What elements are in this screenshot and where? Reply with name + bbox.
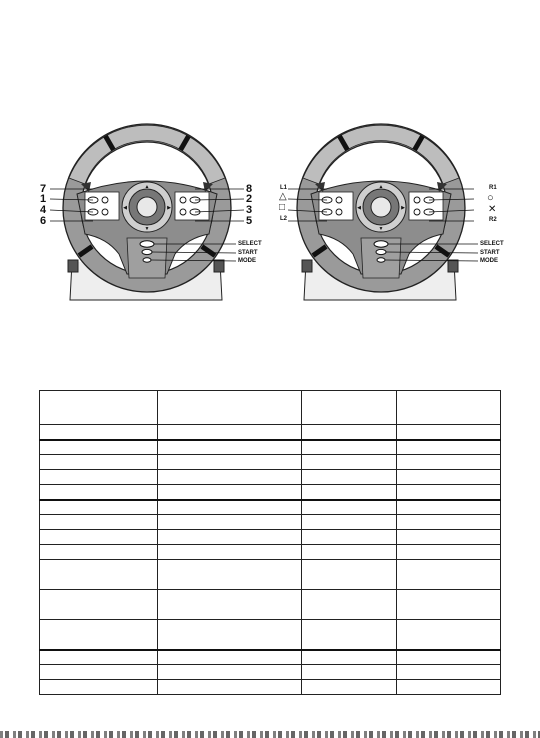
table-cell <box>40 680 158 695</box>
face-button <box>414 197 420 203</box>
table-cell <box>302 500 397 515</box>
start-button <box>142 249 152 254</box>
table-cell <box>302 455 397 470</box>
table-cell <box>302 545 397 560</box>
face-button <box>336 209 342 215</box>
table-cell <box>40 440 158 455</box>
table-cell <box>302 440 397 455</box>
table-row <box>40 560 501 590</box>
button-mapping-table <box>39 390 501 695</box>
table-cell <box>397 455 501 470</box>
table-cell <box>158 440 302 455</box>
table-cell <box>302 485 397 500</box>
table-cell <box>302 680 397 695</box>
dpad-left-icon: ◀ <box>357 205 361 211</box>
dpad-right-icon: ▶ <box>401 205 405 211</box>
table-cell <box>40 470 158 485</box>
face-button <box>102 209 108 215</box>
table-header-row <box>40 391 501 425</box>
table-row <box>40 680 501 695</box>
table-cell <box>397 560 501 590</box>
table-row <box>40 485 501 500</box>
select-button <box>374 241 388 247</box>
table-cell <box>40 560 158 590</box>
face-button <box>180 197 186 203</box>
label-mode: MODE <box>238 258 256 264</box>
table-cell <box>40 590 158 620</box>
table-row <box>40 500 501 515</box>
table-cell <box>302 560 397 590</box>
dpad-right-icon: ▶ <box>167 205 171 211</box>
mode-button <box>377 258 385 262</box>
table-cell <box>158 650 302 665</box>
circle-icon: ○ <box>487 192 494 204</box>
left-button-panel <box>319 192 353 220</box>
table-cell <box>397 485 501 500</box>
table-cell <box>397 425 501 440</box>
table-cell <box>40 455 158 470</box>
label-start: START <box>238 250 258 256</box>
table-row <box>40 425 501 440</box>
face-button <box>336 197 342 203</box>
table-cell <box>302 590 397 620</box>
face-button <box>180 209 186 215</box>
table-row <box>40 665 501 680</box>
header-cell <box>397 391 501 425</box>
label-3: 3 <box>246 204 253 216</box>
wheel-illustration <box>276 112 486 312</box>
table-cell <box>158 470 302 485</box>
cross-icon: ✕ <box>488 204 497 215</box>
label-8: 8 <box>246 183 253 195</box>
table-cell <box>158 560 302 590</box>
square-icon: □ <box>279 202 286 213</box>
wheel-diagram-console <box>276 112 504 312</box>
table-row <box>40 590 501 620</box>
table-cell <box>158 545 302 560</box>
table-cell <box>40 620 158 650</box>
dpad-center <box>137 197 157 217</box>
table-cell <box>302 665 397 680</box>
header-cell <box>158 391 302 425</box>
table-row <box>40 530 501 545</box>
table-row <box>40 545 501 560</box>
dpad-left-icon: ◀ <box>123 205 127 211</box>
label-mode: MODE <box>480 258 498 264</box>
table-cell <box>158 530 302 545</box>
table-cell <box>40 545 158 560</box>
table-cell <box>397 530 501 545</box>
right-button-panel <box>409 192 443 220</box>
dpad-center <box>371 197 391 217</box>
dpad-up-icon: ▲ <box>144 184 150 190</box>
base-foot <box>214 260 224 272</box>
table-cell <box>302 620 397 650</box>
table-row <box>40 650 501 665</box>
label-6: 6 <box>40 215 47 227</box>
table-cell <box>158 425 302 440</box>
table-cell <box>397 620 501 650</box>
face-button <box>414 209 420 215</box>
label-4: 4 <box>40 204 47 216</box>
table-cell <box>397 545 501 560</box>
table-cell <box>158 515 302 530</box>
table-cell <box>158 590 302 620</box>
mode-button <box>143 258 151 262</box>
table-row <box>40 620 501 650</box>
label-2: 2 <box>246 193 253 205</box>
face-button <box>102 197 108 203</box>
table-cell <box>302 650 397 665</box>
table-cell <box>397 590 501 620</box>
label-select: SELECT <box>480 241 504 247</box>
table-cell <box>397 515 501 530</box>
dpad-down-icon: ▼ <box>144 226 150 232</box>
label-l1: L1 <box>280 185 288 191</box>
label-l2: L2 <box>280 216 288 222</box>
table-cell <box>158 485 302 500</box>
table-row <box>40 455 501 470</box>
header-cell <box>302 391 397 425</box>
right-button-panel <box>175 192 209 220</box>
label-r2: R2 <box>489 217 497 223</box>
label-5: 5 <box>246 215 253 227</box>
table-cell <box>158 620 302 650</box>
label-select: SELECT <box>238 241 262 247</box>
triangle-icon: △ <box>279 191 287 202</box>
label-r1: R1 <box>489 185 497 191</box>
label-7: 7 <box>40 183 47 195</box>
cropped-text-line <box>0 731 540 738</box>
start-button <box>376 249 386 254</box>
select-button <box>140 241 154 247</box>
table-cell <box>302 530 397 545</box>
table-cell <box>302 515 397 530</box>
table-cell <box>397 680 501 695</box>
table-cell <box>158 455 302 470</box>
table-cell <box>40 665 158 680</box>
base-foot <box>448 260 458 272</box>
table-cell <box>397 665 501 680</box>
dpad-down-icon: ▼ <box>378 226 384 232</box>
table-cell <box>40 515 158 530</box>
table-row <box>40 440 501 455</box>
dpad-up-icon: ▲ <box>378 184 384 190</box>
table-cell <box>397 500 501 515</box>
table-cell <box>40 650 158 665</box>
table-cell <box>40 485 158 500</box>
table-cell <box>302 425 397 440</box>
left-button-panel <box>85 192 119 220</box>
label-1: 1 <box>40 193 47 205</box>
table-cell <box>158 665 302 680</box>
header-cell <box>40 391 158 425</box>
wheel-illustration <box>42 112 252 312</box>
base-foot <box>68 260 78 272</box>
table-cell <box>158 680 302 695</box>
table-cell <box>397 650 501 665</box>
table-cell <box>397 440 501 455</box>
table-cell <box>40 530 158 545</box>
table-row <box>40 515 501 530</box>
table-row <box>40 470 501 485</box>
table-cell <box>397 470 501 485</box>
table-cell <box>40 500 158 515</box>
base-foot <box>302 260 312 272</box>
table-cell <box>302 470 397 485</box>
table-cell <box>158 500 302 515</box>
label-start: START <box>480 250 500 256</box>
table-cell <box>40 425 158 440</box>
wheel-diagram-numbered <box>40 112 262 312</box>
